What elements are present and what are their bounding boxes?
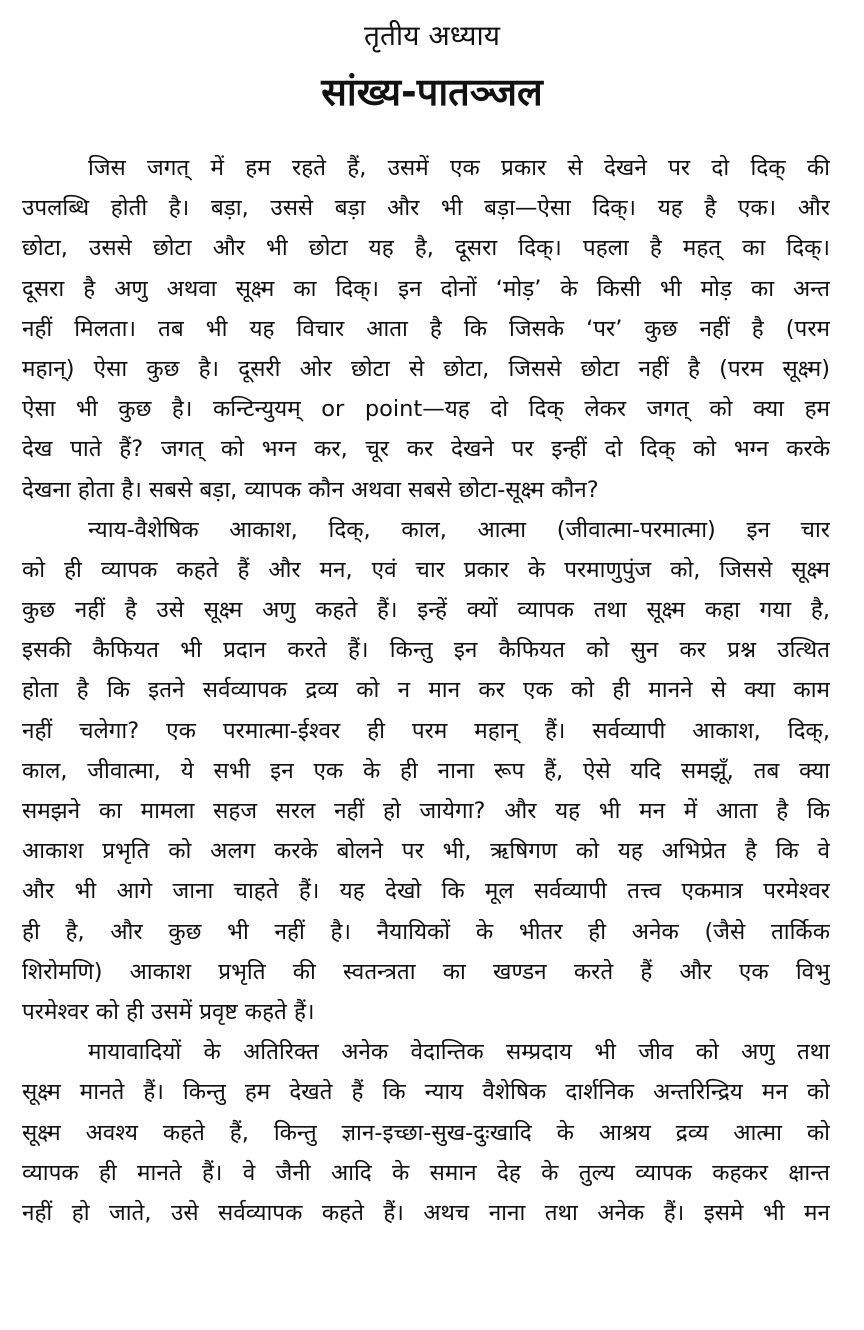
text-line: नहीं चलेगा? एक परमात्मा-ईश्वर ही परम महान् हैं। सर्वव्यापी आकाश, दिक्,: [22, 717, 830, 744]
chapter-title: सांख्य-पातञ्जल: [321, 70, 543, 114]
text-line: होता है कि इतने सर्वव्यापक द्रव्य को न मान कर एक को ही मानने से क्या काम: [22, 677, 830, 704]
text-line: ऐसा भी कुछ है। कन्टिन्युयम् or point—यह दो दिक् लेकर जगत् को क्या हम: [22, 396, 830, 423]
text-line: न्याय-वैशेषिक आकाश, दिक्, काल, आत्मा (जीवात्मा-परमात्मा) इन चार: [88, 516, 830, 543]
text-line: मायावादियों के अतिरिक्त अनेक वेदान्तिक सम्प्रदाय भी जीव को अणु तथा: [88, 1039, 830, 1066]
text-line: शिरोमणि) आकाश प्रभृति की स्वतन्त्रता का खण्डन करते हैं और एक विभु: [22, 958, 830, 985]
text-line: कुछ नहीं है उसे सूक्ष्म अणु कहते हैं। इन्हें क्यों व्यापक तथा सूक्ष्म कहा गया है,: [22, 597, 830, 624]
paragraph-1: [22, 148, 830, 510]
text-line: देखना होता है। सबसे बड़ा, व्यापक कौन अथवा सबसे छोटा-सूक्ष्म कौन?: [22, 476, 599, 503]
text-line: नहीं हो जाते, उसे सर्वव्यापक कहते हैं। अथच नाना तथा अनेक हैं। इसमे भी मन: [22, 1199, 830, 1226]
text-line: परमेश्वर को ही उसमें प्रवृष्ट कहते हैं।: [22, 998, 315, 1025]
text-line: को ही व्यापक कहते हैं और मन, एवं चार प्रकार के परमाणुपुंज को, जिससे सूक्ष्म: [22, 556, 830, 583]
text-line: काल, जीवात्मा, ये सभी इन एक के ही नाना रूप हैं, ऐसे यदि समझूँ, तब क्या: [22, 757, 830, 784]
text-line: व्यापक ही मानते हैं। वे जैनी आदि के समान देह के तुल्य व्यापक कहकर क्षान्त: [22, 1159, 830, 1186]
text-line: सूक्ष्म मानते हैं। किन्तु हम देखते हैं कि न्याय वैशेषिक दार्शनिक अन्तरिन्द्रिय मन को: [22, 1079, 830, 1106]
chapter-label: तृतीय अध्याय: [364, 19, 500, 52]
text-line: उपलब्धि होती है। बड़ा, उससे बड़ा और भी बड़ा—ऐसा दिक्। यह है एक। और: [22, 195, 830, 222]
text-line: इसकी कैफियत भी प्रदान करते हैं। किन्तु इन कैफियत को सुन कर प्रश्न उत्थित: [22, 637, 830, 664]
text-line: सूक्ष्म अवश्य कहते हैं, किन्तु ज्ञान-इच्छा-सुख-दुःखादि के आश्रय द्रव्य आत्मा को: [22, 1119, 830, 1146]
text-line: महान्) ऐसा कुछ है। दूसरी ओर छोटा से छोटा, जिससे छोटा नहीं है (परम सूक्ष्म): [22, 355, 830, 382]
paragraph-3: [22, 1032, 830, 1233]
text-line: देख पाते हैं? जगत् को भग्न कर, चूर कर देखने पर इन्हीं दो दिक् को भग्न करके: [22, 436, 830, 463]
text-line: छोटा, उससे छोटा और भी छोटा यह है, दूसरा दिक्। पहला है महत् का दिक्।: [22, 235, 830, 262]
text-line: समझने का मामला सहज सरल नहीं हो जायेगा? और यह भी मन में आता है कि: [22, 798, 830, 824]
paragraph-2: [22, 510, 830, 1032]
text-line: दूसरा है अणु अथवा सूक्ष्म का दिक्। इन दोनों ‘मोड़’ के किसी भी मोड़ का अन्त: [22, 275, 830, 302]
text-line: और भी आगे जाना चाहते हैं। यह देखो कि मूल सर्वव्यापी तत्त्व एकमात्र परमेश्वर: [22, 878, 830, 905]
text-line: जिस जगत् में हम रहते हैं, उसमें एक प्रकार से देखने पर दो दिक् की: [88, 155, 830, 181]
text-line: नहीं मिलता। तब भी यह विचार आता है कि जिसके ‘पर’ कुछ नहीं है (परम: [22, 315, 830, 342]
text-line: आकाश प्रभृति को अलग करके बोलने पर भी, ऋषिगण को यह अभिप्रेत है कि वे: [22, 838, 830, 865]
text-line: ही है, और कुछ भी नहीं है। नैयायिकों के भीतर ही अनेक (जैसे तार्किक: [22, 918, 830, 945]
